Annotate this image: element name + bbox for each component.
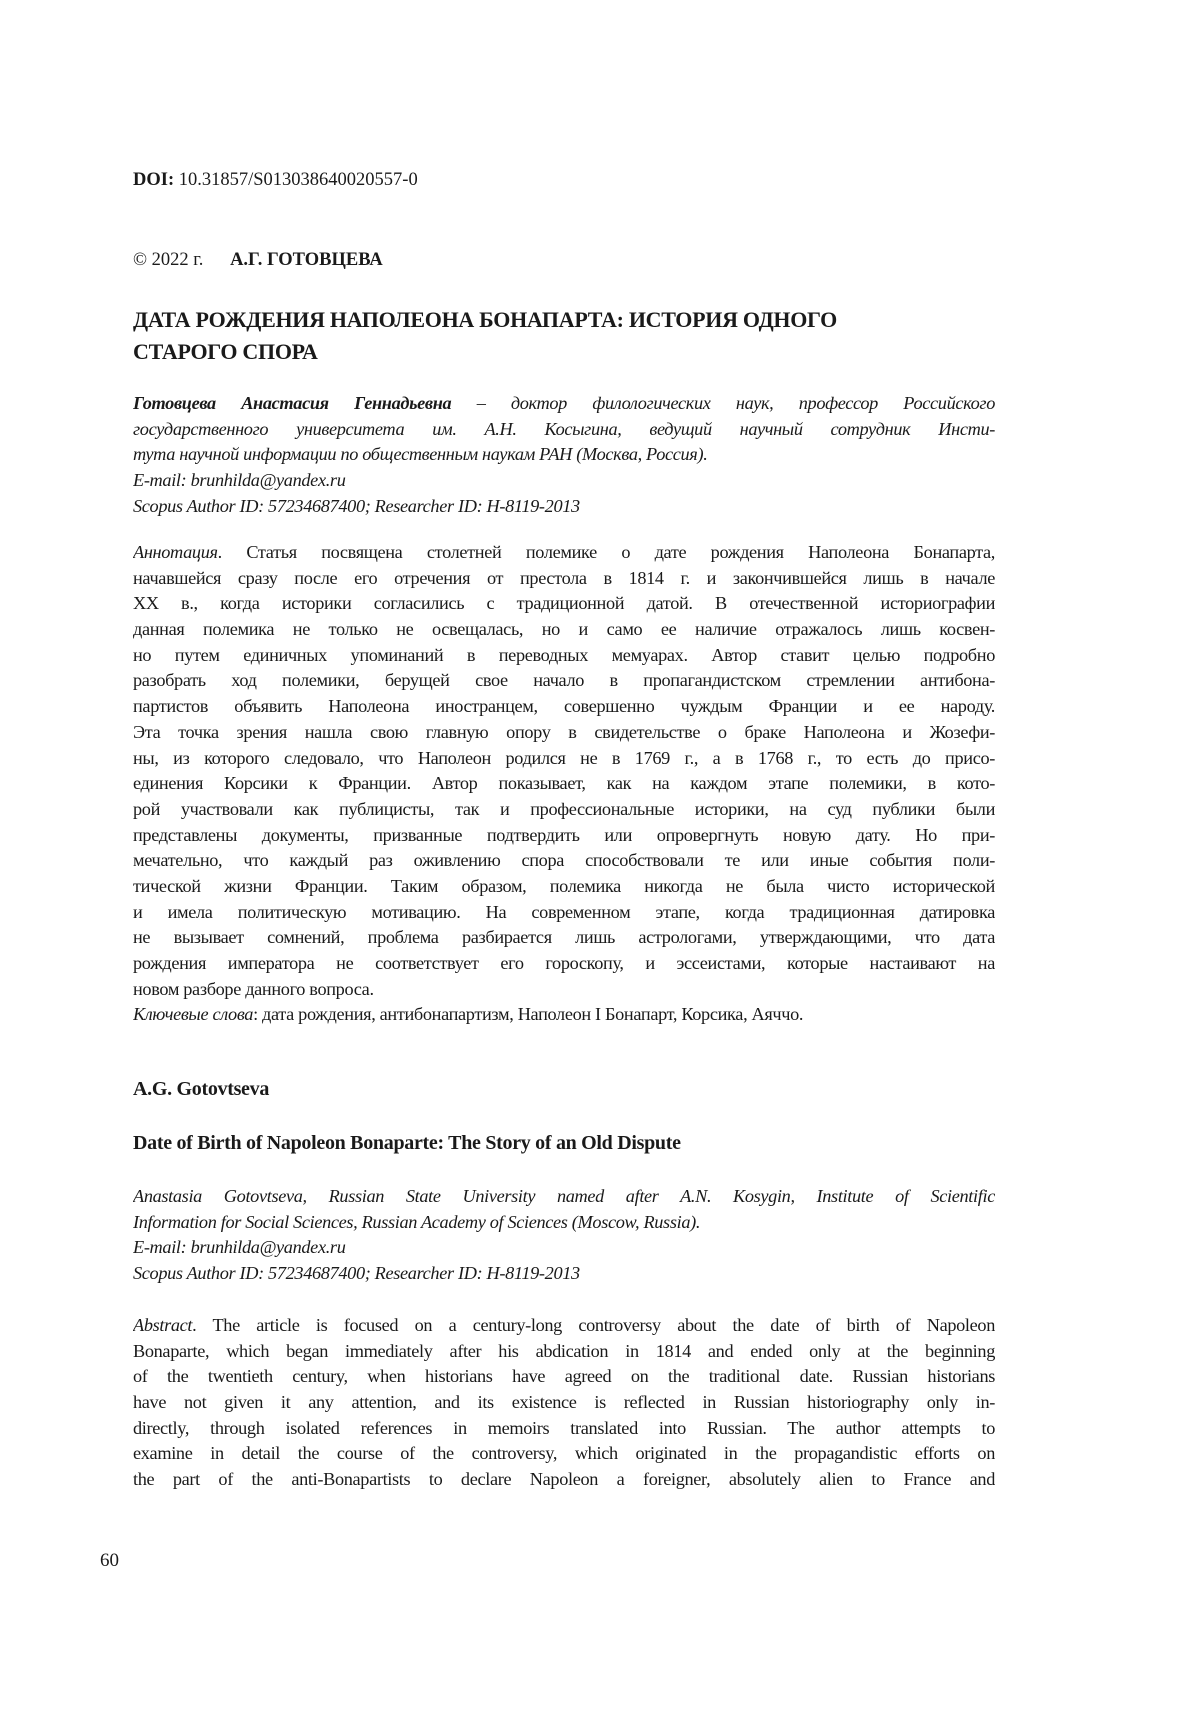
doi (133, 170, 995, 191)
keywords (133, 1002, 995, 1028)
annotation-line: Эта точка зрения нашла свою главную опору в свидетельстве о браке Наполеона и Жозефи- (133, 721, 995, 742)
abstract-line: Bonaparte, which began immediately after his abdication in 1814 and ended only at the beginning (133, 1340, 995, 1361)
bio-email: E-mail: brunhilda@yandex.ru (133, 1237, 346, 1258)
annotation-line: XX в., когда историки согласились с традиционной датой. В отечественной историографии (133, 593, 995, 614)
copyright-year: © 2022 г. (133, 250, 204, 270)
title-ru-line: ДАТА РОЖДЕНИЯ НАПОЛЕОНА БОНАПАРТА: ИСТОРИЯ ОДНОГО (133, 307, 837, 332)
annotation-line: но путем единичных упоминаний в переводных мемуарах. Автор ставит целью подробно (133, 644, 995, 665)
author-name-ru: Готовцева Анастасия Геннадьевна (133, 393, 452, 413)
bio-line: Anastasia Gotovtseva, Russian State University named after A.N. Kosygin, Institute of Scientific (133, 1186, 995, 1206)
author-line: тута научной информации по общественным наукам РАН (Москва, Россия). (133, 444, 708, 465)
abstract-line: the part of the anti-Bonapartists to declare Napoleon a foreigner, absolutely alien to France and (133, 1469, 995, 1490)
abstract (133, 1313, 995, 1493)
keywords-text: : дата рождения, антибонапартизм, Наполеон I Бонапарт, Корсика, Аяччо. (253, 1004, 804, 1024)
annotation-line: новом разборе данного вопроса. (133, 978, 374, 999)
author-ids: Scopus Author ID: 57234687400; Researcher ID: H-8119-2013 (133, 495, 580, 516)
abstract-label: Abstract (133, 1315, 193, 1335)
annotation-line: начавшейся сразу после его отречения от престола в 1814 г. и закончившейся лишь в начале (133, 567, 995, 588)
author-email: E-mail: brunhilda@yandex.ru (133, 470, 346, 491)
annotation-label: Аннотация (133, 542, 218, 562)
author-line: государственного университета им. А.Н. Косыгина, ведущий научный сотрудник Инсти- (133, 418, 995, 439)
annotation (133, 540, 995, 1002)
author-info-ru (133, 391, 995, 519)
page-number: 60 (100, 1550, 119, 1571)
doi-value: 10.31857/S013038640020557-0 (178, 170, 418, 190)
copyright (133, 250, 995, 271)
annotation-line: разобрать ход полемики, берущей свое начало в пропагандистском стремлении антибона- (133, 670, 995, 691)
abstract-line: examine in detail the course of the controversy, which originated in the propagandistic efforts on (133, 1443, 995, 1464)
author-line: – доктор филологических наук, профессор Российского (451, 393, 995, 413)
annotation-line: тической жизни Франции. Таким образом, полемика никогда не была чисто исторической (133, 875, 995, 896)
annotation-line: мечательно, что каждый раз оживлению спора способствовали те или иные события поли- (133, 850, 995, 871)
annotation-line: не вызывает сомнений, проблема разбирается лишь астрологами, утверждающими, что дата (133, 927, 995, 948)
abstract-line: directly, through isolated references in memoirs translated into Russian. The author attempts to (133, 1417, 995, 1438)
bio-en (133, 1184, 995, 1287)
title-ru (133, 304, 995, 368)
copyright-author: А.Г. ГОТОВЦЕВА (230, 250, 383, 270)
bio-ids: Scopus Author ID: 57234687400; Researcher ID: H-8119-2013 (133, 1263, 580, 1284)
annotation-line: ны, из которого следовало, что Наполеон родился не в 1769 г., а в 1768 г., то есть до присо- (133, 747, 995, 768)
author-en: A.G. Gotovtseva (133, 1078, 270, 1100)
abstract-line: of the twentieth century, when historians have agreed on the traditional date. Russian historians (133, 1366, 995, 1387)
bio-line: Information for Social Sciences, Russian Academy of Sciences (Moscow, Russia). (133, 1211, 701, 1232)
title-en: Date of Birth of Napoleon Bonaparte: The Story of an Old Dispute (133, 1132, 681, 1154)
abstract-line: . The article is focused on a century-long controversy about the date of birth of Napoleon (192, 1315, 995, 1335)
keywords-label: Ключевые слова (133, 1004, 254, 1024)
annotation-line: данная полемика не только не освещалась, но и само ее наличие отражалось лишь косвен- (133, 619, 995, 640)
annotation-line: рой участвовали как публицисты, так и профессиональные историки, на суд публики были (133, 798, 995, 819)
annotation-line: рождения императора не соответствует его гороскопу, и эссеистами, которые настаивают на (133, 953, 995, 973)
annotation-line: представлены документы, призванные подтвердить или опровергнуть новую дату. Но при- (133, 824, 995, 845)
abstract-line: have not given it any attention, and its existence is reflected in Russian historiography only in- (133, 1392, 995, 1413)
annotation-line: единения Корсики к Франции. Автор показывает, как на каждом этапе полемики, в кото- (133, 773, 995, 794)
annotation-line: и имела политическую мотивацию. На современном этапе, когда традиционная датировка (133, 901, 995, 922)
annotation-line: партистов объявить Наполеона иностранцем, совершенно чуждым Франции и ее народу. (133, 696, 995, 717)
annotation-line: . Статья посвящена столетней полемике о дате рождения Наполеона Бонапарта, (217, 542, 995, 562)
title-ru-line: СТАРОГО СПОРА (133, 339, 318, 364)
doi-label: DOI: (133, 170, 175, 190)
